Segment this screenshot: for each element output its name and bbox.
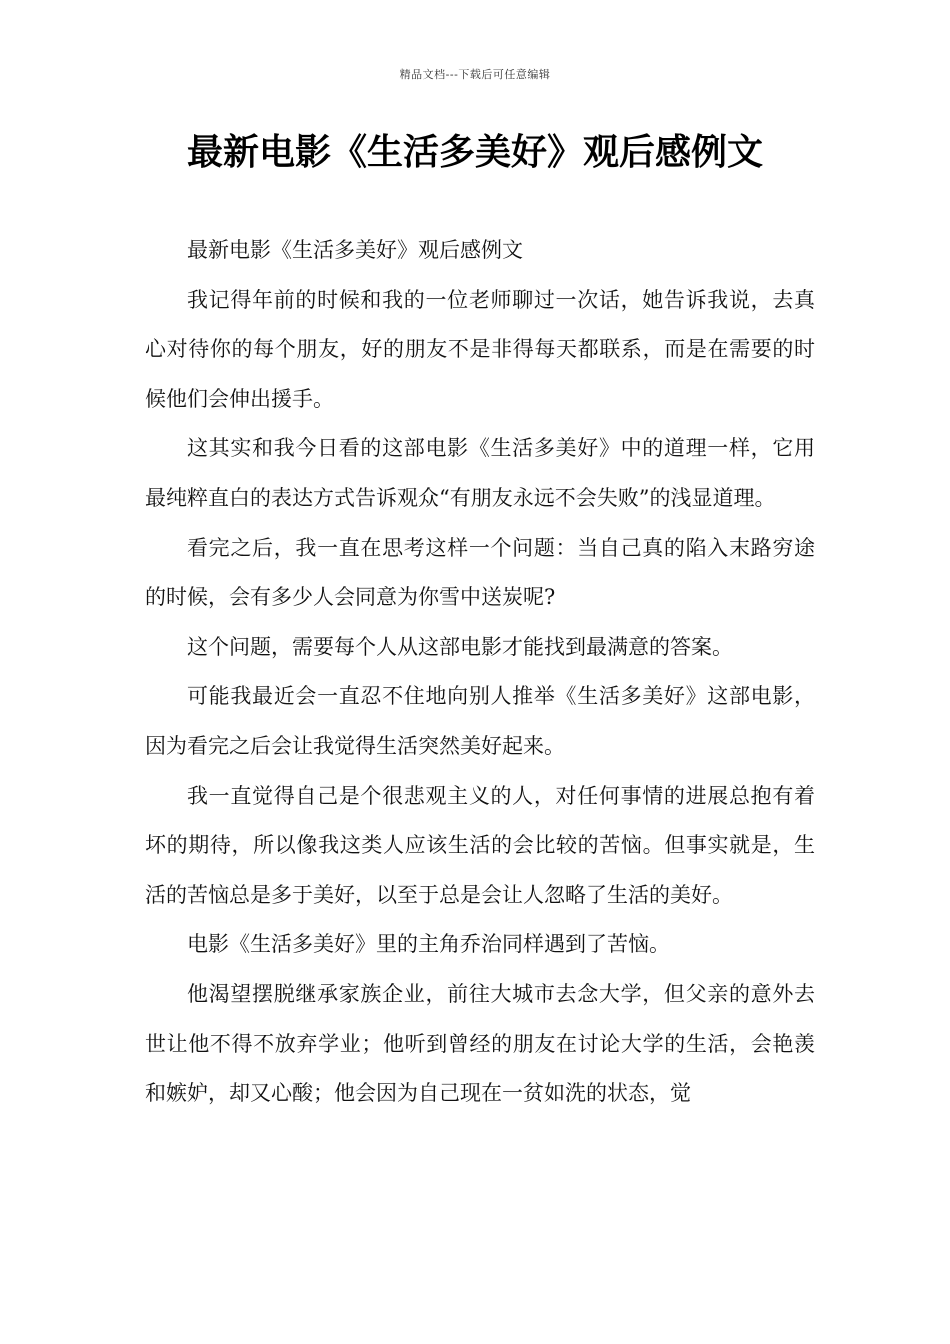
paragraph: 我记得年前的时候和我的一位老师聊过一次话，她告诉我说，去真心对待你的每个朋友，好的朋友不是非得每天都联系，而是在需要的时候他们会伸出援手。	[145, 287, 815, 411]
paragraph: 可能我最近会一直忍不住地向别人推举《生活多美好》这部电影，因为看完之后会让我觉得生活突然美好起来。	[145, 684, 815, 758]
paragraph: 我一直觉得自己是个很悲观主义的人，对任何事情的进展总抱有着坏的期待，所以像我这类人应该生活的会比较的苦恼。但事实就是，生活的苦恼总是多于美好，以至于总是会让人忽略了生活的美好。	[145, 783, 815, 907]
document-body	[145, 226, 815, 1119]
paragraph: 这其实和我今日看的这部电影《生活多美好》中的道理一样，它用最纯粹直白的表达方式告诉观众“有朋友永远不会失败”的浅显道理。	[145, 436, 815, 510]
paragraph: 他渴望摆脱继承家族企业，前往大城市去念大学，但父亲的意外去世让他不得不放弃学业；他听到曾经的朋友在讨论大学的生活，会艳羡和嫉妒，却又心酸；他会因为自己现在一贫如洗的状态，觉	[145, 981, 815, 1106]
header-note: 精品文档---下载后可任意编辑	[399, 68, 551, 81]
paragraph: 最新电影《生活多美好》观后感例文	[187, 238, 523, 262]
paragraph: 电影《生活多美好》里的主角乔治同样遇到了苦恼。	[187, 932, 670, 957]
document-title: 最新电影《生活多美好》观后感例文	[186, 132, 763, 173]
paragraph: 这个问题，需要每个人从这部电影才能找到最满意的答案。	[187, 634, 733, 659]
paragraph: 看完之后，我一直在思考这样一个问题：当自己真的陷入末路穷途的时候，会有多少人会同意为你雪中送炭呢?	[145, 535, 815, 610]
